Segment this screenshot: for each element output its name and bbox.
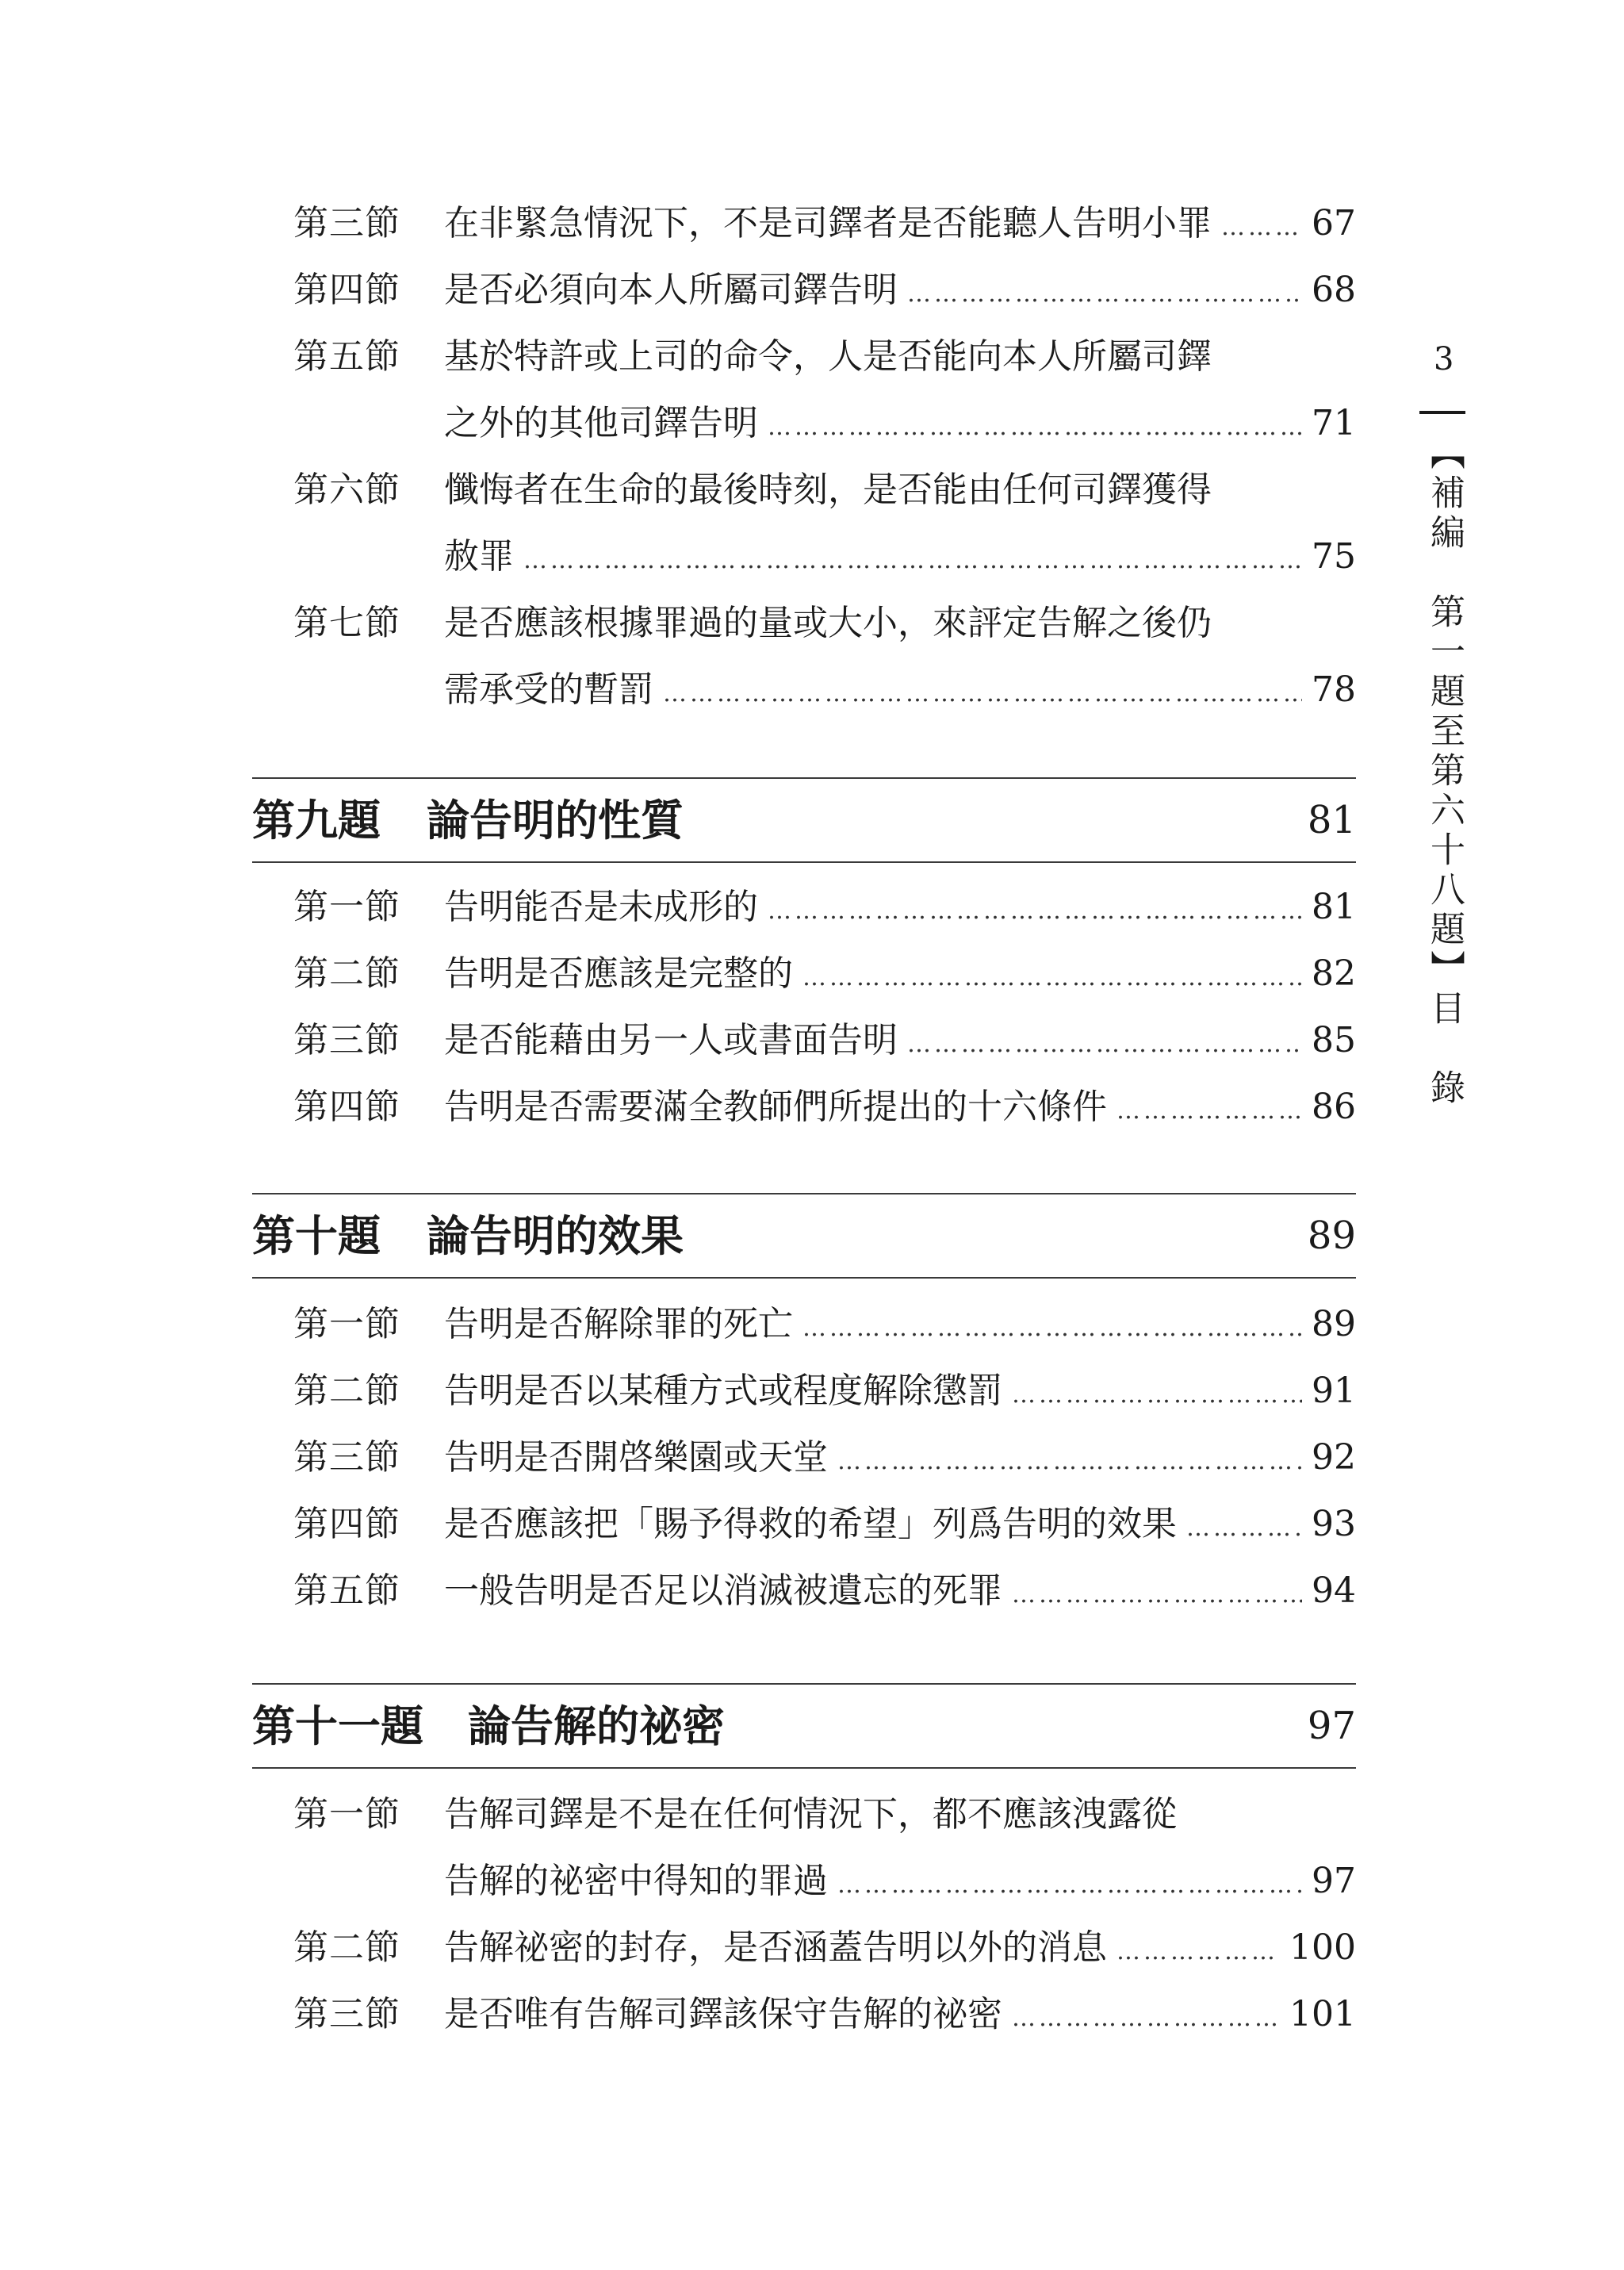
divider: [252, 1193, 1356, 1194]
entry-page: 85: [1312, 1020, 1356, 1060]
toc-entry[interactable]: [293, 1981, 1356, 2048]
divider: [252, 1767, 1356, 1769]
entry-label: 第二節: [293, 1371, 400, 1411]
entry-text-cont: 告解的祕密中得知的罪過: [444, 1861, 828, 1901]
entry-text: 在非緊急情況下，不是司鐸者是否能聽人告明小罪: [444, 203, 1212, 243]
entry-page: 71: [1312, 403, 1356, 443]
entry-text: 基於特許或上司的命令，人是否能向本人所屬司鐸: [444, 336, 1212, 377]
entry-page: 68: [1312, 270, 1356, 310]
entry-page: 81: [1312, 887, 1356, 927]
entry-page: 101: [1289, 1994, 1356, 2034]
leader-dots: [837, 1852, 1302, 1919]
section-title: 論告明的性質: [427, 795, 684, 845]
toc-entry[interactable]: [293, 590, 1356, 723]
leader-dots: [1186, 1495, 1302, 1562]
entry-text: 是否唯有告解司鐸該保守告解的祕密: [444, 1994, 1002, 2034]
leader-dots: [837, 1428, 1302, 1495]
leader-dots: [768, 878, 1302, 945]
leader-dots: [1012, 1562, 1302, 1628]
toc-entry[interactable]: [293, 941, 1356, 1007]
entry-text: 一般告明是否足以消滅被遺忘的死罪: [444, 1570, 1002, 1611]
entry-label: 第四節: [293, 270, 400, 310]
toc-entry[interactable]: [293, 874, 1356, 941]
toc-entry[interactable]: [293, 1425, 1356, 1491]
entry-text: 是否應該根據罪過的量或大小，來評定告解之後仍: [444, 603, 1212, 643]
toc-entry[interactable]: [293, 1558, 1356, 1624]
leader-dots: [1116, 1078, 1302, 1145]
divider: [252, 861, 1356, 863]
leader-dots: [663, 661, 1302, 727]
entry-page: 93: [1312, 1504, 1356, 1544]
section-title: 論告解的祕密: [468, 1701, 725, 1751]
entry-text: 懺悔者在生命的最後時刻，是否能由任何司鐸獲得: [444, 470, 1212, 510]
entry-page: 100: [1289, 1927, 1356, 1968]
leader-dots: [907, 261, 1302, 328]
entry-label: 第六節: [293, 470, 400, 510]
entry-label: 第四節: [293, 1504, 400, 1544]
toc-entry[interactable]: [293, 1781, 1356, 1915]
section-heading[interactable]: [252, 1193, 1356, 1279]
leader-dots: [1116, 1919, 1280, 1985]
entry-label: 第三節: [293, 1994, 400, 2034]
leader-dots: [1221, 194, 1302, 261]
entry-label: 第一節: [293, 887, 400, 927]
section-number: 第十題: [252, 1210, 381, 1261]
toc-entry[interactable]: [293, 1074, 1356, 1141]
entry-text: 告明是否開啓樂園或天堂: [444, 1437, 828, 1478]
entry-text: 告明是否以某種方式或程度解除懲罰: [444, 1371, 1002, 1411]
leader-dots: [768, 394, 1302, 461]
toc-entry[interactable]: [293, 190, 1356, 257]
page-number: 3: [1434, 341, 1454, 378]
toc-entry[interactable]: [293, 1007, 1356, 1074]
toc-entry[interactable]: [293, 1291, 1356, 1358]
leader-dots: [1012, 1985, 1280, 2052]
entry-page: 82: [1312, 953, 1356, 994]
section-heading[interactable]: [252, 777, 1356, 863]
entry-text: 告明是否解除罪的死亡: [444, 1304, 793, 1344]
entry-label: 第二節: [293, 1927, 400, 1968]
section-page: 89: [1307, 1214, 1356, 1258]
divider: [252, 1683, 1356, 1685]
toc-entry[interactable]: [293, 324, 1356, 457]
toc-entry[interactable]: [293, 1491, 1356, 1558]
entry-label: 第三節: [293, 1437, 400, 1478]
section-number: 第九題: [252, 795, 381, 845]
entry-label: 第三節: [293, 1020, 400, 1060]
leader-dots: [523, 527, 1302, 594]
entry-text: 告解司鐸是不是在任何情況下，都不應該洩露從: [444, 1794, 1177, 1835]
entry-page: 92: [1312, 1437, 1356, 1478]
entry-label: 第二節: [293, 953, 400, 994]
entry-label: 第三節: [293, 203, 400, 243]
entry-page: 89: [1312, 1304, 1356, 1344]
entry-text: 是否必須向本人所屬司鐸告明: [444, 270, 898, 310]
entry-text: 告明是否需要滿全教師們所提出的十六條件: [444, 1087, 1107, 1127]
entry-text-cont: 赦罪: [444, 536, 514, 577]
entry-page: 67: [1312, 203, 1356, 243]
entry-label: 第五節: [293, 1570, 400, 1611]
divider: [252, 1277, 1356, 1279]
entry-text: 告解祕密的封存，是否涵蓋告明以外的消息: [444, 1927, 1107, 1968]
leader-dots: [802, 1295, 1302, 1362]
entry-page: 75: [1312, 536, 1356, 577]
toc-entry[interactable]: [293, 257, 1356, 324]
leader-dots: [907, 1011, 1302, 1078]
entry-label: 第七節: [293, 603, 400, 643]
entry-page: 86: [1312, 1087, 1356, 1127]
entry-label: 第一節: [293, 1304, 400, 1344]
entry-text: 告明是否應該是完整的: [444, 953, 793, 994]
section-number: 第十一題: [252, 1701, 423, 1751]
toc-entry[interactable]: [293, 1915, 1356, 1981]
entry-page: 91: [1312, 1371, 1356, 1411]
entry-label: 第四節: [293, 1087, 400, 1127]
section-title: 論告明的效果: [427, 1210, 684, 1261]
entry-label: 第五節: [293, 336, 400, 377]
entry-page: 94: [1312, 1570, 1356, 1611]
toc-entry[interactable]: [293, 1358, 1356, 1425]
entry-text: 是否能藉由另一人或書面告明: [444, 1020, 898, 1060]
entry-text-cont: 需承受的暫罰: [444, 669, 653, 710]
entry-text-cont: 之外的其他司鐸告明: [444, 403, 758, 443]
entry-page: 97: [1312, 1861, 1356, 1901]
toc-entry[interactable]: [293, 457, 1356, 590]
section-heading[interactable]: [252, 1683, 1356, 1769]
running-head-title: 【補編 第一題至第六十八題】目 錄: [1424, 435, 1465, 1109]
section-page: 97: [1307, 1704, 1356, 1748]
entry-label: 第一節: [293, 1794, 400, 1835]
leader-dots: [1012, 1362, 1302, 1428]
entry-page: 78: [1312, 669, 1356, 710]
leader-dots: [802, 945, 1302, 1011]
entry-text: 是否應該把「賜予得救的希望」列爲告明的效果: [444, 1504, 1177, 1544]
divider: [252, 777, 1356, 779]
entry-text: 告明能否是未成形的: [444, 887, 758, 927]
section-page: 81: [1307, 798, 1356, 842]
running-head-rule: [1419, 411, 1465, 414]
